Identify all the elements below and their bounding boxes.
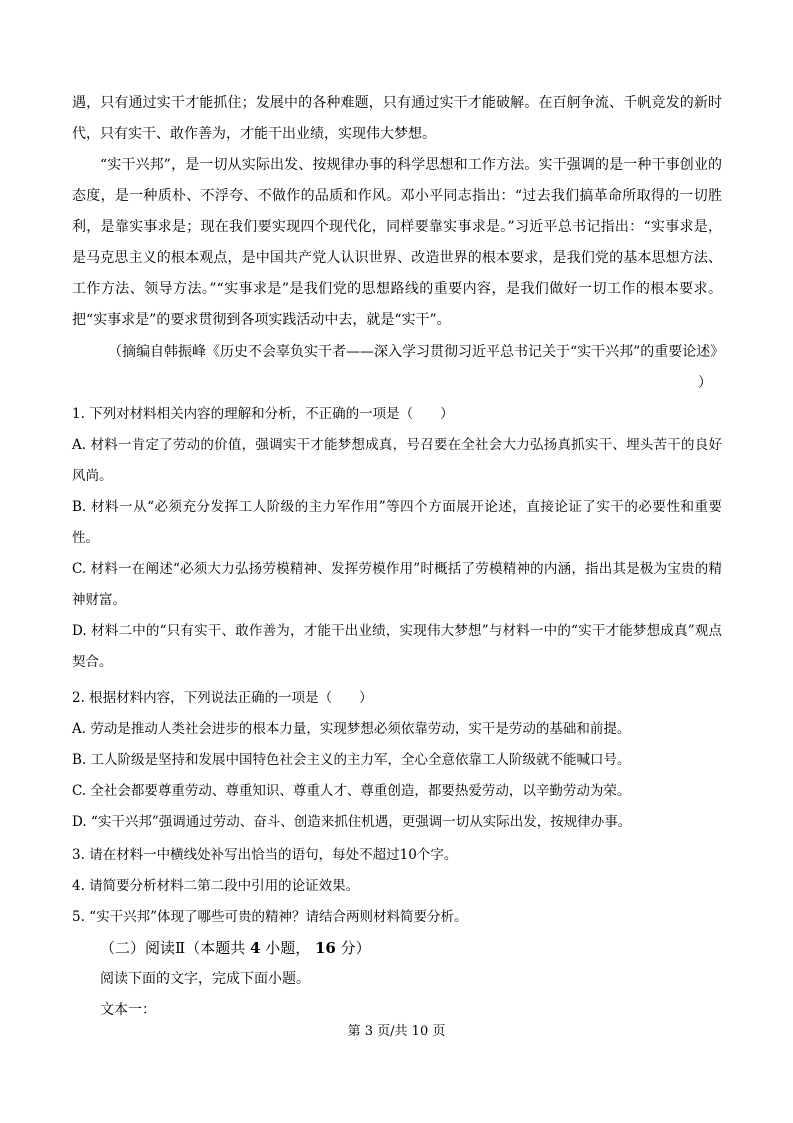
question-1-stem: 1. 下列对材料相关内容的理解和分析，不正确的一项是（ ） [72, 406, 454, 422]
section-question-count: 4 [249, 939, 261, 957]
question-1-option-b: B. 材料一从“必须充分发挥工人阶级的主力军作用”等四个方面展开论述，直接论证了实干的必要性和重要性。 [72, 499, 722, 546]
question-2-stem: 2. 根据材料内容，下列说法正确的一项是（ ） [72, 690, 373, 706]
question-1-option-a: A. 材料一肯定了劳动的价值，强调实干才能梦想成真，号召要在全社会大力弘扬真抓实干、埋头苦干的良好风尚。 [72, 437, 722, 484]
question-2-option-c: C. 全社会都要尊重劳动、尊重知识、尊重人才、尊重创造，都要热爱劳动，以辛勤劳动为荣。 [72, 783, 631, 799]
section-suffix: 分） [340, 939, 371, 957]
question-2-option-a: A. 劳动是推动人类社会进步的根本力量，实现梦想必须依靠劳动，实干是劳动的基础和前提。 [72, 721, 631, 737]
question-1-option-c: C. 材料一在阐述“必须大力弘扬劳模精神、发挥劳模作用”时概括了劳模精神的内涵，指出其是极为宝贵的精神财富。 [72, 561, 722, 608]
question-1 [72, 399, 722, 678]
passage-paragraph-2: “实干兴邦”，是一切从实际出发、按规律办事的科学思想和工作方法。实干强调的是一种干事创业的态度，是一种质朴、不浮夸、不做作的品质和作风。邓小平同志指出：“过去我们搞革命所取得的一切胜利，是靠实事求是；现在我们要实现四个现代化，同样要靠实事求是。”习近平总书记指出：“实事求是，是马克思主义的根本观点，是中国共产党人认识世界、改造世界的根本要求，是我们党的基本思想方法、工作方法、领导方法。”“实事求是”是我们党的思想路线的重要内容，是我们做好一切工作的根本要求。把“实事求是”的要求贯彻到各项实践活动中去，就是“实干”。 [72, 157, 722, 328]
section-prefix: （二）阅读Ⅱ（本题共 [100, 939, 246, 957]
section-score: 16 [315, 939, 336, 957]
passage-source [72, 337, 725, 399]
passage-paragraph-1: 遇，只有通过实干才能抓住；发展中的各种难题，只有通过实干才能破解。在百舸争流、千帆竞发的新时代，只有实干、敢作善为，才能干出业绩，实现伟大梦想。 [72, 95, 722, 142]
source-close-paren: ） [698, 375, 712, 391]
source-citation: （摘编自韩振峰《历史不会辜负实干者——深入学习贯彻习近平总书记关于“实干兴邦”的重要论述》 [108, 344, 725, 360]
question-5: 5. “实干兴邦”体现了哪些可贵的精神？请结合两则材料简要分析。 [72, 909, 468, 925]
page-footer: 第 3 页/共 10 页 [347, 1024, 446, 1039]
question-4: 4. 请简要分析材料二第二段中引用的论证效果。 [72, 878, 360, 894]
question-2-option-b: B. 工人阶级是坚持和发展中国特色社会主义的主力军，全心全意依靠工人阶级就不能喊口号。 [72, 752, 631, 768]
question-2 [72, 683, 722, 838]
section-mid: 小题， [265, 939, 311, 957]
question-1-option-d: D. 材料二中的“只有实干、敢作善为，才能干出业绩，实现伟大梦想”与材料一中的“实干才能梦想成真”观点契合。 [72, 623, 722, 670]
reading-instruction: 阅读下面的文字，完成下面小题。 [100, 971, 310, 987]
text-one-label: 文本一： [100, 1002, 156, 1018]
section-heading [100, 933, 371, 964]
question-3: 3. 请在材料一中横线处补写出恰当的语句，每处不超过10个字。 [72, 847, 458, 863]
question-2-option-d: D. “实干兴邦”强调通过劳动、奋斗、创造来抓住机遇，更强调一切从实际出发，按规律办事。 [72, 814, 632, 830]
